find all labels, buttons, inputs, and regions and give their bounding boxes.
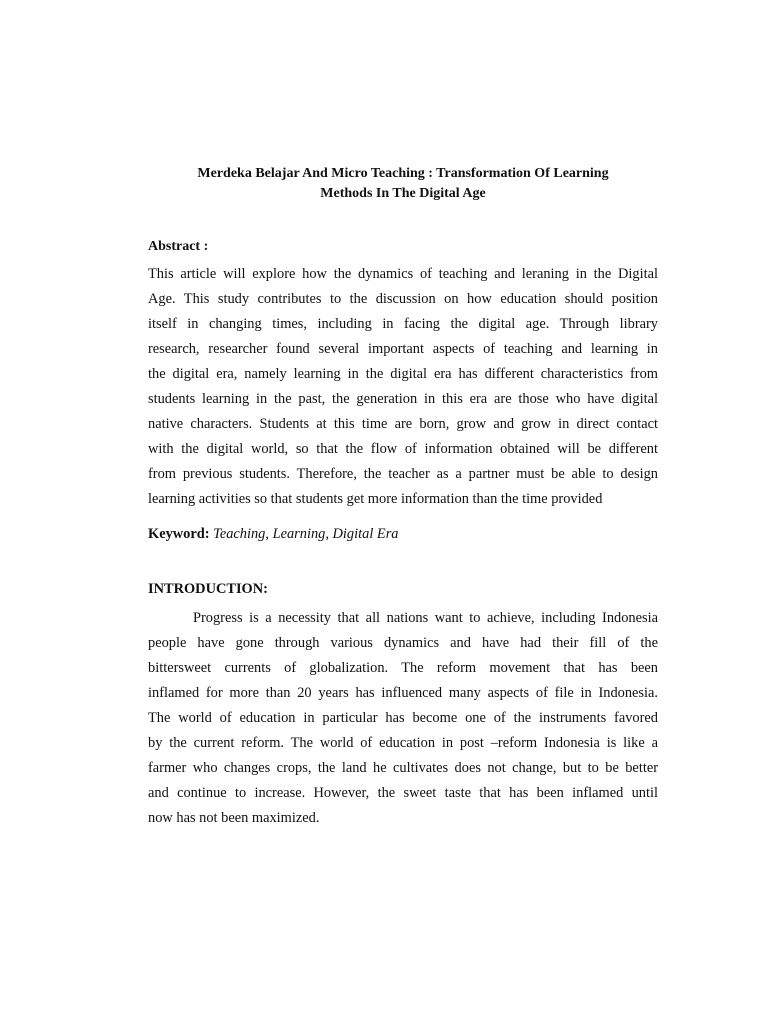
abstract-line: with the digital world, so that the flow of information obtained will be different <box>148 441 658 457</box>
intro-line: and continue to increase. However, the sweet taste that has been inflamed until <box>148 785 658 801</box>
intro-line: Progress is a necessity that all nations want to achieve, including Indonesia <box>193 610 658 626</box>
intro-line: The world of education in particular has become one of the instruments favored <box>148 710 658 726</box>
abstract-line: learning activities so that students get more information than the time provided <box>148 491 603 507</box>
intro-line: by the current reform. The world of education in post –reform Indonesia is like a <box>148 735 658 751</box>
abstract-line: native characters. Students at this time are born, grow and grow in direct contact <box>148 416 658 432</box>
intro-line: inflamed for more than 20 years has influenced many aspects of file in Indonesia. <box>148 685 658 701</box>
abstract-heading: Abstract : <box>148 239 209 254</box>
title-line: Merdeka Belajar And Micro Teaching : Transformation Of Learning <box>197 166 609 181</box>
abstract-line: itself in changing times, including in facing the digital age. Through library <box>148 316 658 332</box>
keyword-values: Teaching, Learning, Digital Era <box>209 526 399 542</box>
title-line: Methods In The Digital Age <box>320 186 486 201</box>
introduction-paragraph <box>148 606 658 831</box>
abstract-line: This article will explore how the dynamics of teaching and leraning in the Digital <box>148 266 658 282</box>
abstract-line: Age. This study contributes to the discussion on how education should position <box>148 291 658 307</box>
intro-line: now has not been maximized. <box>148 810 320 826</box>
keyword-label: Keyword: <box>148 526 210 542</box>
introduction-heading: INTRODUCTION: <box>148 581 268 597</box>
abstract-line: from previous students. Therefore, the teacher as a partner must be able to design <box>148 466 658 482</box>
abstract-line: students learning in the past, the generation in this era are those who have digital <box>148 391 658 407</box>
keyword-line <box>148 524 399 544</box>
abstract-line: the digital era, namely learning in the digital era has different characteristics from <box>148 366 658 382</box>
paper-title <box>148 164 658 204</box>
intro-line: bittersweet currents of globalization. The reform movement that has been <box>148 660 658 676</box>
intro-line: farmer who changes crops, the land he cultivates does not change, but to be better <box>148 760 658 776</box>
intro-line: people have gone through various dynamics and have had their fill of the <box>148 635 658 651</box>
abstract-line: research, researcher found several important aspects of teaching and learning in <box>148 341 658 357</box>
abstract-paragraph <box>148 262 658 512</box>
